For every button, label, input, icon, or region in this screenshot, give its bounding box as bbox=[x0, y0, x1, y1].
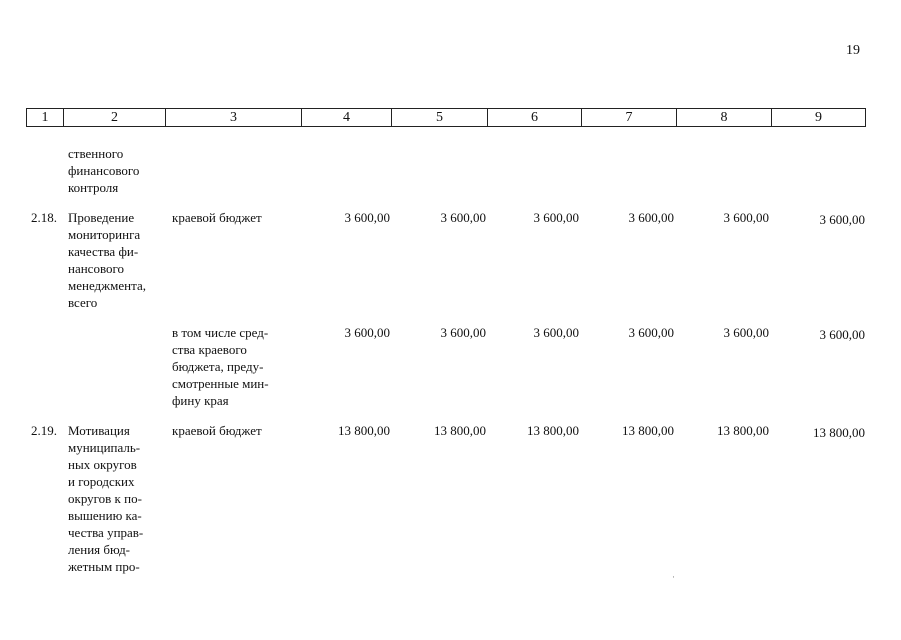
row-3-value-5: 13 800,00 bbox=[434, 423, 486, 438]
source-line: бюджета, преду- bbox=[172, 359, 264, 374]
source-line: краевой бюджет bbox=[172, 423, 262, 438]
column-numbers-header bbox=[26, 108, 866, 127]
name-line: менеджмента, bbox=[68, 278, 146, 293]
page-number: 19 bbox=[846, 43, 860, 58]
row-2-value-7: 3 600,00 bbox=[628, 325, 674, 340]
row-1-value-5: 3 600,00 bbox=[440, 210, 486, 225]
header-cell-9: 9 bbox=[772, 109, 866, 127]
row-1-value-7: 3 600,00 bbox=[628, 210, 674, 225]
row-3-value-9: 13 800,00 bbox=[813, 425, 865, 440]
source-line: фину края bbox=[172, 393, 229, 408]
row-2-value-4: 3 600,00 bbox=[344, 325, 390, 340]
row-1-source bbox=[172, 209, 297, 226]
header-cell-3: 3 bbox=[166, 109, 302, 127]
name-line: и городских bbox=[68, 474, 135, 489]
name-line: жетным про- bbox=[68, 559, 140, 574]
name-line: округов к по- bbox=[68, 491, 142, 506]
row-1-number: 2.18. bbox=[31, 210, 57, 225]
row-2-value-5: 3 600,00 bbox=[440, 325, 486, 340]
name-line: контроля bbox=[68, 180, 119, 195]
row-2-value-9: 3 600,00 bbox=[819, 327, 865, 342]
row-1-value-9: 3 600,00 bbox=[819, 212, 865, 227]
name-line: нансового bbox=[68, 261, 125, 276]
name-line: ления бюд- bbox=[68, 542, 131, 557]
row-2-value-6: 3 600,00 bbox=[533, 325, 579, 340]
name-line: чества управ- bbox=[68, 525, 144, 540]
header-cell-8: 8 bbox=[677, 109, 772, 127]
header-cell-7: 7 bbox=[582, 109, 677, 127]
header-cell-2: 2 bbox=[64, 109, 166, 127]
source-line: ства краевого bbox=[172, 342, 247, 357]
source-line: смотренные мин- bbox=[172, 376, 269, 391]
name-line: вышению ка- bbox=[68, 508, 142, 523]
name-line: мониторинга bbox=[68, 227, 141, 242]
source-line: в том числе сред- bbox=[172, 325, 269, 340]
row-2-source bbox=[172, 324, 297, 409]
name-line: Мотивация bbox=[68, 423, 130, 438]
row-2-value-8: 3 600,00 bbox=[723, 325, 769, 340]
row-3-number: 2.19. bbox=[31, 423, 57, 438]
row-1-name bbox=[68, 209, 160, 311]
name-line: ных округов bbox=[68, 457, 137, 472]
row-1-value-8: 3 600,00 bbox=[723, 210, 769, 225]
header-cell-1: 1 bbox=[27, 109, 64, 127]
scan-speck: · bbox=[672, 572, 675, 582]
row-3-value-6: 13 800,00 bbox=[527, 423, 579, 438]
name-line: финансового bbox=[68, 163, 140, 178]
row-3-source bbox=[172, 422, 297, 439]
name-line: всего bbox=[68, 295, 98, 310]
header-cell-6: 6 bbox=[488, 109, 582, 127]
row-3-value-7: 13 800,00 bbox=[622, 423, 674, 438]
row-3-name bbox=[68, 422, 160, 575]
row-0-name bbox=[68, 145, 160, 196]
row-3-value-8: 13 800,00 bbox=[717, 423, 769, 438]
header-cell-5: 5 bbox=[392, 109, 488, 127]
name-line: качества фи- bbox=[68, 244, 139, 259]
name-line: муниципаль- bbox=[68, 440, 141, 455]
name-line: ственного bbox=[68, 146, 124, 161]
row-1-value-6: 3 600,00 bbox=[533, 210, 579, 225]
row-1-value-4: 3 600,00 bbox=[344, 210, 390, 225]
source-line: краевой бюджет bbox=[172, 210, 262, 225]
header-cell-4: 4 bbox=[302, 109, 392, 127]
row-3-value-4: 13 800,00 bbox=[338, 423, 390, 438]
name-line: Проведение bbox=[68, 210, 135, 225]
